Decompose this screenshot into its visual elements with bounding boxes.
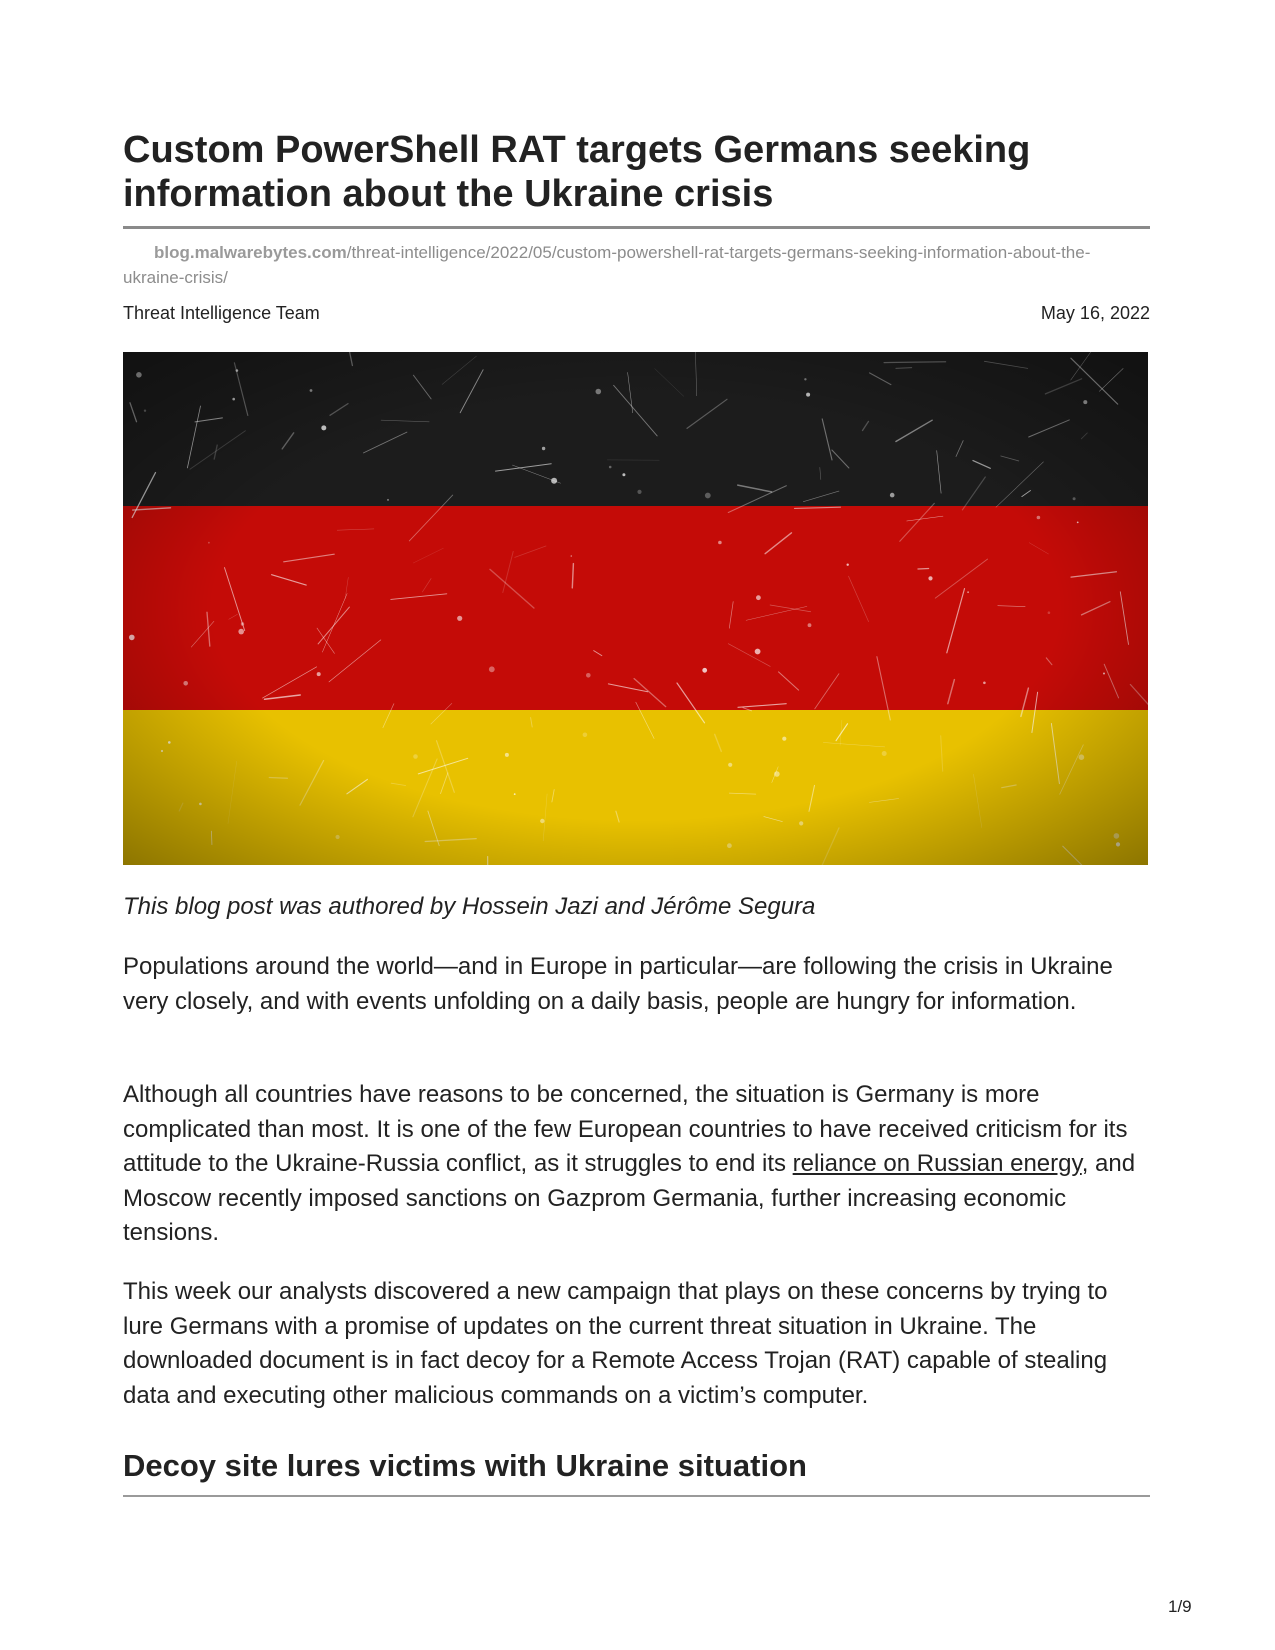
title-line-1: Custom PowerShell RAT targets Germans seeking — [123, 129, 1031, 171]
author-name: Threat Intelligence Team — [123, 303, 320, 323]
paragraph-1: Populations around the world—and in Europe in particular—are following the crisis in Ukraine very closely, and with events unfolding on a daily basis, people are hungry for information. — [123, 953, 1113, 1015]
paragraph-2 — [123, 1078, 1150, 1251]
german-flag-image — [123, 352, 1148, 865]
publish-date: May 16, 2022 — [1040, 303, 1150, 323]
title-divider — [123, 226, 1150, 229]
reliance-on-russian-energy-link[interactable]: reliance on Russian energy — [792, 1150, 1082, 1177]
url-path: /threat-intelligence/2022/05/custom-powershell-rat-targets-germans-seeking-information-about-the-ukraine-crisis/ — [123, 243, 1091, 287]
author-caption: This blog post was authored by Hossein Jazi and Jérôme Segura — [123, 893, 816, 920]
section-heading: Decoy site lures victims with Ukraine situation — [123, 1448, 807, 1483]
article-meta — [123, 303, 1150, 324]
article-title — [123, 128, 1150, 216]
title-line-2: information about the Ukraine crisis — [123, 173, 774, 215]
paragraph-2-text-b: , and Moscow recently imposed sanctions on Gazprom Germania, further increasing economic tensions. — [123, 1150, 1136, 1246]
source-url[interactable] — [123, 240, 1123, 290]
url-domain: blog.malwarebytes.com — [154, 243, 347, 262]
paragraph-2-text-a: Although all countries have reasons to be concerned, the situation is Germany is more complicated than most. It is one of the few European countries to have received criticism for its attitude to the Ukraine-Russia conflict, as it struggles to end its — [123, 1081, 1128, 1177]
paragraph-3: This week our analysts discovered a new campaign that plays on these concerns by trying to lure Germans with a promise of updates on the current threat situation in Ukraine. The downloaded document is in fact decoy for a Remote Access Trojan (RAT) capable of stealing data and executing other malicious commands on a victim’s computer. — [123, 1278, 1108, 1409]
section-divider — [123, 1495, 1150, 1497]
page-number: 1/9 — [1168, 1597, 1192, 1616]
